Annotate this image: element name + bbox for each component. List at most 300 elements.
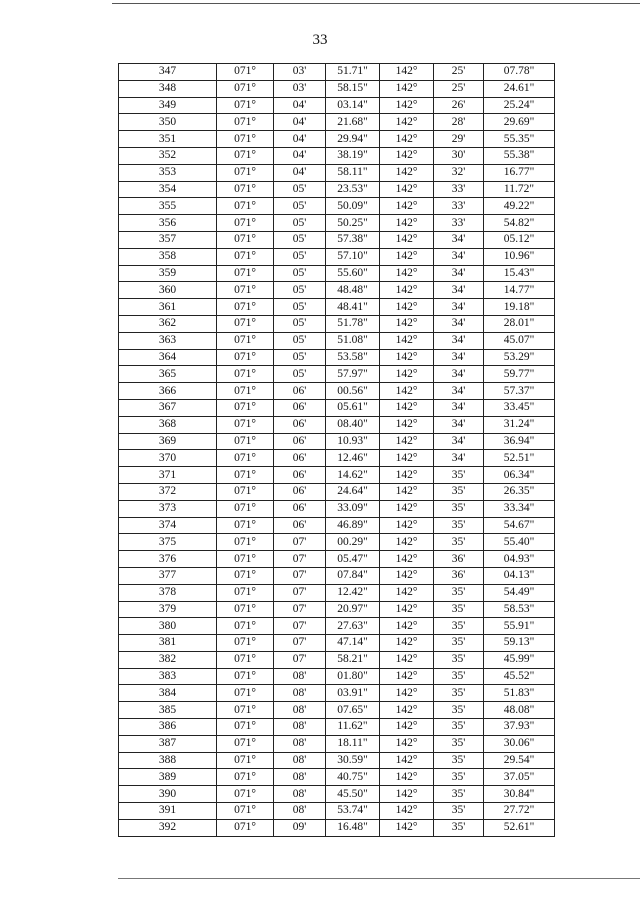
lat-minutes-cell: 07' bbox=[274, 584, 326, 601]
lon-seconds-cell: 06.34" bbox=[484, 467, 555, 484]
table-row bbox=[119, 215, 555, 232]
lon-degrees-cell: 142° bbox=[380, 450, 434, 467]
lat-minutes-cell: 08' bbox=[274, 752, 326, 769]
lat-degrees-cell: 071° bbox=[217, 819, 274, 836]
lat-seconds-cell: 58.11" bbox=[326, 164, 380, 181]
table-row bbox=[119, 584, 555, 601]
lon-minutes-cell: 35' bbox=[434, 584, 484, 601]
lat-minutes-cell: 03' bbox=[274, 80, 326, 97]
lon-minutes-cell: 34' bbox=[434, 265, 484, 282]
lat-minutes-cell: 06' bbox=[274, 416, 326, 433]
lon-minutes-cell: 34' bbox=[434, 248, 484, 265]
lat-seconds-cell: 58.21" bbox=[326, 651, 380, 668]
point-number-cell: 372 bbox=[119, 483, 217, 500]
lat-degrees-cell: 071° bbox=[217, 618, 274, 635]
lon-minutes-cell: 34' bbox=[434, 299, 484, 316]
table-row bbox=[119, 500, 555, 517]
lat-seconds-cell: 07.65" bbox=[326, 702, 380, 719]
lon-minutes-cell: 34' bbox=[434, 231, 484, 248]
point-number-cell: 382 bbox=[119, 651, 217, 668]
lat-minutes-cell: 06' bbox=[274, 483, 326, 500]
lat-seconds-cell: 00.56" bbox=[326, 383, 380, 400]
lon-minutes-cell: 34' bbox=[434, 282, 484, 299]
lon-seconds-cell: 52.61" bbox=[484, 819, 555, 836]
point-number-cell: 373 bbox=[119, 500, 217, 517]
lat-minutes-cell: 05' bbox=[274, 366, 326, 383]
table-row bbox=[119, 534, 555, 551]
table-row bbox=[119, 483, 555, 500]
lat-degrees-cell: 071° bbox=[217, 248, 274, 265]
lat-minutes-cell: 06' bbox=[274, 399, 326, 416]
lat-seconds-cell: 50.09" bbox=[326, 198, 380, 215]
lat-minutes-cell: 06' bbox=[274, 517, 326, 534]
lat-minutes-cell: 09' bbox=[274, 819, 326, 836]
lat-degrees-cell: 071° bbox=[217, 685, 274, 702]
lat-minutes-cell: 05' bbox=[274, 332, 326, 349]
lat-degrees-cell: 071° bbox=[217, 467, 274, 484]
lon-minutes-cell: 34' bbox=[434, 315, 484, 332]
lat-degrees-cell: 071° bbox=[217, 80, 274, 97]
lat-seconds-cell: 12.46" bbox=[326, 450, 380, 467]
lon-minutes-cell: 34' bbox=[434, 399, 484, 416]
lon-degrees-cell: 142° bbox=[380, 685, 434, 702]
lon-degrees-cell: 142° bbox=[380, 618, 434, 635]
point-number-cell: 370 bbox=[119, 450, 217, 467]
lat-seconds-cell: 18.11" bbox=[326, 735, 380, 752]
lat-degrees-cell: 071° bbox=[217, 450, 274, 467]
lat-degrees-cell: 071° bbox=[217, 131, 274, 148]
lat-seconds-cell: 14.62" bbox=[326, 467, 380, 484]
lon-seconds-cell: 58.53" bbox=[484, 601, 555, 618]
table-row bbox=[119, 635, 555, 652]
lon-minutes-cell: 34' bbox=[434, 433, 484, 450]
lon-seconds-cell: 45.52" bbox=[484, 668, 555, 685]
lon-seconds-cell: 10.96" bbox=[484, 248, 555, 265]
lat-degrees-cell: 071° bbox=[217, 769, 274, 786]
lat-minutes-cell: 05' bbox=[274, 231, 326, 248]
table-row bbox=[119, 349, 555, 366]
lat-degrees-cell: 071° bbox=[217, 97, 274, 114]
lon-degrees-cell: 142° bbox=[380, 635, 434, 652]
lon-degrees-cell: 142° bbox=[380, 483, 434, 500]
lat-minutes-cell: 08' bbox=[274, 685, 326, 702]
lon-minutes-cell: 25' bbox=[434, 80, 484, 97]
table-row bbox=[119, 399, 555, 416]
top-rule bbox=[112, 3, 640, 4]
lat-degrees-cell: 071° bbox=[217, 349, 274, 366]
lat-minutes-cell: 06' bbox=[274, 450, 326, 467]
lon-degrees-cell: 142° bbox=[380, 299, 434, 316]
lon-seconds-cell: 45.99" bbox=[484, 651, 555, 668]
table-row bbox=[119, 450, 555, 467]
point-number-cell: 368 bbox=[119, 416, 217, 433]
table-row bbox=[119, 416, 555, 433]
lon-minutes-cell: 35' bbox=[434, 601, 484, 618]
table-row bbox=[119, 231, 555, 248]
lat-minutes-cell: 05' bbox=[274, 248, 326, 265]
lat-minutes-cell: 06' bbox=[274, 467, 326, 484]
lat-degrees-cell: 071° bbox=[217, 114, 274, 131]
lat-minutes-cell: 08' bbox=[274, 668, 326, 685]
lon-degrees-cell: 142° bbox=[380, 668, 434, 685]
lat-seconds-cell: 03.91" bbox=[326, 685, 380, 702]
point-number-cell: 366 bbox=[119, 383, 217, 400]
table-body bbox=[119, 64, 555, 837]
lon-degrees-cell: 142° bbox=[380, 80, 434, 97]
table-row bbox=[119, 282, 555, 299]
lat-seconds-cell: 48.48" bbox=[326, 282, 380, 299]
lat-seconds-cell: 38.19" bbox=[326, 147, 380, 164]
lon-seconds-cell: 48.08" bbox=[484, 702, 555, 719]
lat-seconds-cell: 10.93" bbox=[326, 433, 380, 450]
lat-minutes-cell: 05' bbox=[274, 349, 326, 366]
lon-degrees-cell: 142° bbox=[380, 366, 434, 383]
lat-minutes-cell: 05' bbox=[274, 198, 326, 215]
table-row bbox=[119, 131, 555, 148]
table-row bbox=[119, 819, 555, 836]
lon-seconds-cell: 16.77" bbox=[484, 164, 555, 181]
lat-seconds-cell: 48.41" bbox=[326, 299, 380, 316]
lat-minutes-cell: 08' bbox=[274, 803, 326, 820]
lat-degrees-cell: 071° bbox=[217, 265, 274, 282]
lon-minutes-cell: 35' bbox=[434, 517, 484, 534]
lat-degrees-cell: 071° bbox=[217, 752, 274, 769]
lat-seconds-cell: 46.89" bbox=[326, 517, 380, 534]
point-number-cell: 352 bbox=[119, 147, 217, 164]
lat-degrees-cell: 071° bbox=[217, 366, 274, 383]
lon-seconds-cell: 45.07" bbox=[484, 332, 555, 349]
lon-minutes-cell: 35' bbox=[434, 500, 484, 517]
table-row bbox=[119, 668, 555, 685]
lat-degrees-cell: 071° bbox=[217, 383, 274, 400]
lon-degrees-cell: 142° bbox=[380, 433, 434, 450]
point-number-cell: 355 bbox=[119, 198, 217, 215]
lon-degrees-cell: 142° bbox=[380, 114, 434, 131]
lon-seconds-cell: 26.35" bbox=[484, 483, 555, 500]
lat-seconds-cell: 47.14" bbox=[326, 635, 380, 652]
lat-degrees-cell: 071° bbox=[217, 702, 274, 719]
table-row bbox=[119, 248, 555, 265]
lon-seconds-cell: 53.29" bbox=[484, 349, 555, 366]
table-row bbox=[119, 719, 555, 736]
lat-seconds-cell: 33.09" bbox=[326, 500, 380, 517]
table-row bbox=[119, 147, 555, 164]
lon-minutes-cell: 35' bbox=[434, 719, 484, 736]
lat-seconds-cell: 51.71" bbox=[326, 64, 380, 81]
lat-seconds-cell: 53.74" bbox=[326, 803, 380, 820]
lon-seconds-cell: 33.45" bbox=[484, 399, 555, 416]
lon-minutes-cell: 35' bbox=[434, 786, 484, 803]
lon-seconds-cell: 33.34" bbox=[484, 500, 555, 517]
lon-degrees-cell: 142° bbox=[380, 819, 434, 836]
lat-minutes-cell: 05' bbox=[274, 215, 326, 232]
lon-seconds-cell: 54.82" bbox=[484, 215, 555, 232]
lon-minutes-cell: 29' bbox=[434, 131, 484, 148]
lon-degrees-cell: 142° bbox=[380, 551, 434, 568]
lon-minutes-cell: 35' bbox=[434, 752, 484, 769]
lon-degrees-cell: 142° bbox=[380, 97, 434, 114]
lon-minutes-cell: 34' bbox=[434, 332, 484, 349]
lat-degrees-cell: 071° bbox=[217, 399, 274, 416]
lat-degrees-cell: 071° bbox=[217, 551, 274, 568]
lon-degrees-cell: 142° bbox=[380, 752, 434, 769]
lon-seconds-cell: 25.24" bbox=[484, 97, 555, 114]
lat-seconds-cell: 08.40" bbox=[326, 416, 380, 433]
table-row bbox=[119, 433, 555, 450]
lon-degrees-cell: 142° bbox=[380, 416, 434, 433]
lon-degrees-cell: 142° bbox=[380, 786, 434, 803]
lat-seconds-cell: 27.63" bbox=[326, 618, 380, 635]
lat-degrees-cell: 071° bbox=[217, 601, 274, 618]
lat-minutes-cell: 05' bbox=[274, 315, 326, 332]
lat-seconds-cell: 24.64" bbox=[326, 483, 380, 500]
lat-seconds-cell: 12.42" bbox=[326, 584, 380, 601]
lon-seconds-cell: 05.12" bbox=[484, 231, 555, 248]
lon-seconds-cell: 36.94" bbox=[484, 433, 555, 450]
table-row bbox=[119, 467, 555, 484]
lon-seconds-cell: 29.54" bbox=[484, 752, 555, 769]
table-row bbox=[119, 601, 555, 618]
point-number-cell: 365 bbox=[119, 366, 217, 383]
lon-degrees-cell: 142° bbox=[380, 181, 434, 198]
point-number-cell: 390 bbox=[119, 786, 217, 803]
table-row bbox=[119, 265, 555, 282]
point-number-cell: 360 bbox=[119, 282, 217, 299]
lon-degrees-cell: 142° bbox=[380, 735, 434, 752]
lon-minutes-cell: 34' bbox=[434, 416, 484, 433]
lon-minutes-cell: 32' bbox=[434, 164, 484, 181]
lat-degrees-cell: 071° bbox=[217, 534, 274, 551]
lon-degrees-cell: 142° bbox=[380, 198, 434, 215]
table-row bbox=[119, 198, 555, 215]
lat-seconds-cell: 20.97" bbox=[326, 601, 380, 618]
lat-seconds-cell: 51.78" bbox=[326, 315, 380, 332]
lon-seconds-cell: 30.06" bbox=[484, 735, 555, 752]
lon-minutes-cell: 35' bbox=[434, 467, 484, 484]
table-row bbox=[119, 702, 555, 719]
lat-minutes-cell: 07' bbox=[274, 534, 326, 551]
point-number-cell: 374 bbox=[119, 517, 217, 534]
table-row bbox=[119, 769, 555, 786]
point-number-cell: 347 bbox=[119, 64, 217, 81]
point-number-cell: 389 bbox=[119, 769, 217, 786]
lat-minutes-cell: 05' bbox=[274, 299, 326, 316]
lat-minutes-cell: 06' bbox=[274, 433, 326, 450]
table-row bbox=[119, 786, 555, 803]
lon-degrees-cell: 142° bbox=[380, 399, 434, 416]
table-row bbox=[119, 735, 555, 752]
point-number-cell: 388 bbox=[119, 752, 217, 769]
lon-minutes-cell: 33' bbox=[434, 215, 484, 232]
lon-seconds-cell: 55.35" bbox=[484, 131, 555, 148]
lon-degrees-cell: 142° bbox=[380, 332, 434, 349]
lon-degrees-cell: 142° bbox=[380, 702, 434, 719]
table-row bbox=[119, 332, 555, 349]
lat-degrees-cell: 071° bbox=[217, 584, 274, 601]
lat-degrees-cell: 071° bbox=[217, 567, 274, 584]
lon-degrees-cell: 142° bbox=[380, 265, 434, 282]
lon-minutes-cell: 35' bbox=[434, 483, 484, 500]
table-row bbox=[119, 299, 555, 316]
point-number-cell: 369 bbox=[119, 433, 217, 450]
lat-seconds-cell: 21.68" bbox=[326, 114, 380, 131]
table-row bbox=[119, 685, 555, 702]
page-number: 33 bbox=[312, 32, 328, 48]
point-number-cell: 358 bbox=[119, 248, 217, 265]
lat-seconds-cell: 30.59" bbox=[326, 752, 380, 769]
lon-degrees-cell: 142° bbox=[380, 651, 434, 668]
lat-seconds-cell: 45.50" bbox=[326, 786, 380, 803]
lat-minutes-cell: 08' bbox=[274, 786, 326, 803]
lon-degrees-cell: 142° bbox=[380, 567, 434, 584]
lat-minutes-cell: 08' bbox=[274, 702, 326, 719]
table-row bbox=[119, 181, 555, 198]
lat-seconds-cell: 51.08" bbox=[326, 332, 380, 349]
lon-minutes-cell: 35' bbox=[434, 618, 484, 635]
lon-minutes-cell: 35' bbox=[434, 635, 484, 652]
point-number-cell: 361 bbox=[119, 299, 217, 316]
table-row bbox=[119, 618, 555, 635]
lon-seconds-cell: 28.01" bbox=[484, 315, 555, 332]
point-number-cell: 362 bbox=[119, 315, 217, 332]
lat-minutes-cell: 04' bbox=[274, 164, 326, 181]
lon-seconds-cell: 37.05" bbox=[484, 769, 555, 786]
lat-minutes-cell: 04' bbox=[274, 114, 326, 131]
lat-degrees-cell: 071° bbox=[217, 181, 274, 198]
lon-seconds-cell: 24.61" bbox=[484, 80, 555, 97]
coordinates-table bbox=[118, 63, 555, 837]
lon-seconds-cell: 52.51" bbox=[484, 450, 555, 467]
lat-degrees-cell: 071° bbox=[217, 332, 274, 349]
lon-degrees-cell: 142° bbox=[380, 282, 434, 299]
point-number-cell: 379 bbox=[119, 601, 217, 618]
lon-minutes-cell: 36' bbox=[434, 551, 484, 568]
lat-degrees-cell: 071° bbox=[217, 64, 274, 81]
lon-seconds-cell: 57.37" bbox=[484, 383, 555, 400]
lon-seconds-cell: 55.40" bbox=[484, 534, 555, 551]
table-row bbox=[119, 651, 555, 668]
lat-minutes-cell: 03' bbox=[274, 64, 326, 81]
table-row bbox=[119, 803, 555, 820]
lon-minutes-cell: 35' bbox=[434, 668, 484, 685]
point-number-cell: 376 bbox=[119, 551, 217, 568]
lat-minutes-cell: 08' bbox=[274, 769, 326, 786]
lat-seconds-cell: 58.15" bbox=[326, 80, 380, 97]
lat-degrees-cell: 071° bbox=[217, 803, 274, 820]
lon-degrees-cell: 142° bbox=[380, 534, 434, 551]
lat-seconds-cell: 00.29" bbox=[326, 534, 380, 551]
lat-degrees-cell: 071° bbox=[217, 668, 274, 685]
lat-seconds-cell: 11.62" bbox=[326, 719, 380, 736]
lon-minutes-cell: 35' bbox=[434, 803, 484, 820]
point-number-cell: 380 bbox=[119, 618, 217, 635]
lat-seconds-cell: 05.61" bbox=[326, 399, 380, 416]
point-number-cell: 384 bbox=[119, 685, 217, 702]
lon-seconds-cell: 54.49" bbox=[484, 584, 555, 601]
lat-degrees-cell: 071° bbox=[217, 299, 274, 316]
lon-degrees-cell: 142° bbox=[380, 131, 434, 148]
lon-seconds-cell: 37.93" bbox=[484, 719, 555, 736]
lon-seconds-cell: 51.83" bbox=[484, 685, 555, 702]
lat-seconds-cell: 50.25" bbox=[326, 215, 380, 232]
point-number-cell: 377 bbox=[119, 567, 217, 584]
lat-minutes-cell: 08' bbox=[274, 719, 326, 736]
lat-minutes-cell: 08' bbox=[274, 735, 326, 752]
lon-seconds-cell: 27.72" bbox=[484, 803, 555, 820]
lat-degrees-cell: 071° bbox=[217, 483, 274, 500]
lat-degrees-cell: 071° bbox=[217, 635, 274, 652]
lat-degrees-cell: 071° bbox=[217, 651, 274, 668]
lon-minutes-cell: 30' bbox=[434, 147, 484, 164]
lat-degrees-cell: 071° bbox=[217, 198, 274, 215]
lat-seconds-cell: 57.97" bbox=[326, 366, 380, 383]
point-number-cell: 359 bbox=[119, 265, 217, 282]
lat-seconds-cell: 16.48" bbox=[326, 819, 380, 836]
table-row bbox=[119, 517, 555, 534]
lat-minutes-cell: 06' bbox=[274, 383, 326, 400]
lon-seconds-cell: 29.69" bbox=[484, 114, 555, 131]
table-row bbox=[119, 97, 555, 114]
point-number-cell: 367 bbox=[119, 399, 217, 416]
lon-seconds-cell: 04.13" bbox=[484, 567, 555, 584]
lon-minutes-cell: 33' bbox=[434, 181, 484, 198]
lon-minutes-cell: 26' bbox=[434, 97, 484, 114]
lon-degrees-cell: 142° bbox=[380, 147, 434, 164]
lon-minutes-cell: 35' bbox=[434, 769, 484, 786]
lon-seconds-cell: 49.22" bbox=[484, 198, 555, 215]
lon-seconds-cell: 15.43" bbox=[484, 265, 555, 282]
point-number-cell: 378 bbox=[119, 584, 217, 601]
lat-degrees-cell: 071° bbox=[217, 735, 274, 752]
lat-seconds-cell: 53.58" bbox=[326, 349, 380, 366]
table-row bbox=[119, 80, 555, 97]
lon-degrees-cell: 142° bbox=[380, 349, 434, 366]
lat-seconds-cell: 01.80" bbox=[326, 668, 380, 685]
lat-degrees-cell: 071° bbox=[217, 433, 274, 450]
lat-minutes-cell: 04' bbox=[274, 97, 326, 114]
lat-degrees-cell: 071° bbox=[217, 500, 274, 517]
table-row bbox=[119, 366, 555, 383]
lon-seconds-cell: 19.18" bbox=[484, 299, 555, 316]
lon-seconds-cell: 11.72" bbox=[484, 181, 555, 198]
lat-degrees-cell: 071° bbox=[217, 231, 274, 248]
lon-minutes-cell: 33' bbox=[434, 198, 484, 215]
table-row bbox=[119, 752, 555, 769]
lon-seconds-cell: 59.77" bbox=[484, 366, 555, 383]
lat-seconds-cell: 03.14" bbox=[326, 97, 380, 114]
table-row bbox=[119, 567, 555, 584]
lon-degrees-cell: 142° bbox=[380, 803, 434, 820]
lat-degrees-cell: 071° bbox=[217, 786, 274, 803]
bottom-rule bbox=[118, 878, 640, 879]
lat-minutes-cell: 05' bbox=[274, 282, 326, 299]
lat-minutes-cell: 07' bbox=[274, 651, 326, 668]
lat-seconds-cell: 29.94" bbox=[326, 131, 380, 148]
point-number-cell: 364 bbox=[119, 349, 217, 366]
lat-minutes-cell: 07' bbox=[274, 635, 326, 652]
lon-degrees-cell: 142° bbox=[380, 231, 434, 248]
lon-minutes-cell: 34' bbox=[434, 349, 484, 366]
lat-seconds-cell: 07.84" bbox=[326, 567, 380, 584]
lon-minutes-cell: 34' bbox=[434, 450, 484, 467]
lon-degrees-cell: 142° bbox=[380, 500, 434, 517]
lon-minutes-cell: 25' bbox=[434, 64, 484, 81]
lon-degrees-cell: 142° bbox=[380, 315, 434, 332]
point-number-cell: 356 bbox=[119, 215, 217, 232]
point-number-cell: 383 bbox=[119, 668, 217, 685]
lon-minutes-cell: 28' bbox=[434, 114, 484, 131]
point-number-cell: 363 bbox=[119, 332, 217, 349]
